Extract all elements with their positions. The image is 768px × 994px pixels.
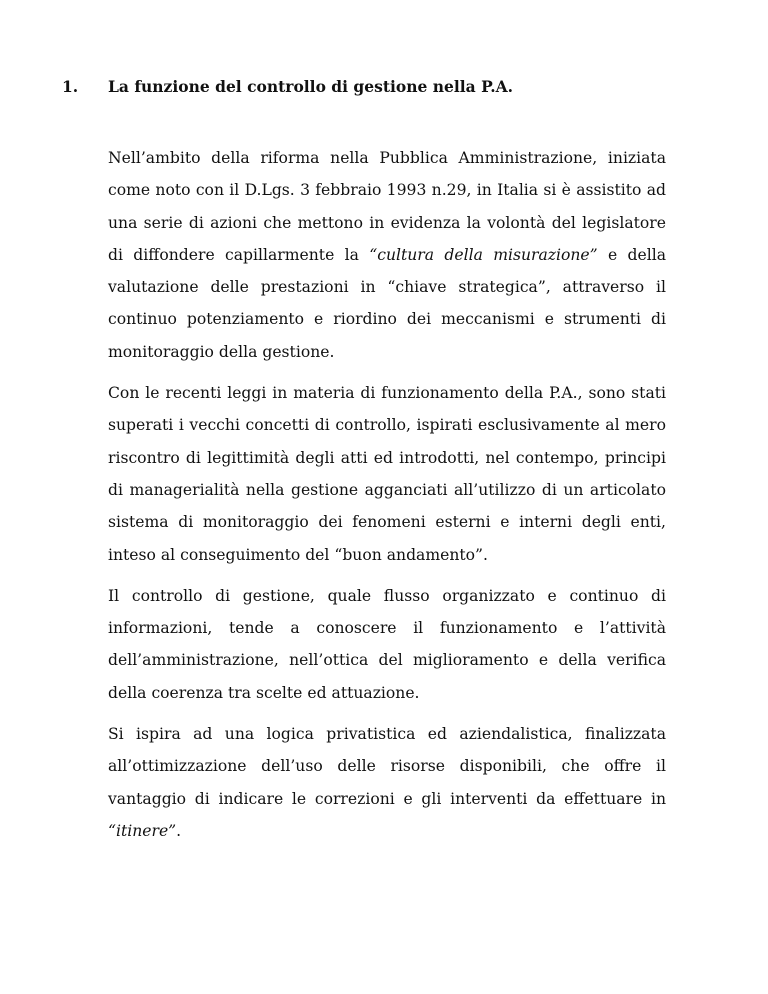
section-title: La funzione del controllo di gestione nella P.A. (108, 77, 514, 96)
paragraph-4-italic: “itinere” (108, 821, 177, 840)
paragraph-1-text-c: e della valutazione delle prestazioni in “chiave strategica”, attraverso il continuo potenziamento e riordino dei meccanismi e strumenti di monitoraggio della gestione. (108, 245, 666, 361)
paragraph-2: Con le recenti leggi in materia di funzionamento della P.A., sono stati superati i vecchi concetti di controllo, ispirati esclusivamente al mero riscontro di legittimità degli atti ed introdotti, nel contempo, principi di managerialità nella gestione agganciati all’utilizzo di un articolato sistema di monitoraggio dei fenomeni esterni e interni degli enti, inteso al conseguimento del “buon andamento”. (108, 384, 666, 564)
paragraph-1 (108, 142, 666, 368)
paragraph-1-text-a: Nell’ambito della riforma nella Pubblica Amministrazione, iniziata come noto con il D.Lgs. 3 febbraio 1993 n.29, in Italia si è assistito ad una serie di azioni che mettono in evidenza la volontà del legislatore di diffondere capillarmente la (108, 149, 666, 264)
paragraph-4 (108, 718, 666, 847)
paragraph-4-text-a: Si ispira ad una logica privatistica ed aziendalistica, finalizzata all’ottimizzazione dell’uso delle risorse disponibili, che offre il vantaggio di indicare le correzioni e gli interventi da effettuare in (108, 725, 666, 808)
paragraph-4-text-c: . (176, 821, 182, 840)
paragraph-1-italic: “cultura della misurazione” (369, 245, 598, 264)
section-heading (62, 76, 708, 98)
section-number: 1. (62, 77, 79, 96)
paragraph-3: Il controllo di gestione, quale flusso organizzato e continuo di informazioni, tende a conoscere il funzionamento e l’attività dell’amministrazione, nell’ottica del miglioramento e della verifica della coerenza tra scelte ed attuazione. (108, 586, 666, 702)
document-body (108, 142, 666, 856)
